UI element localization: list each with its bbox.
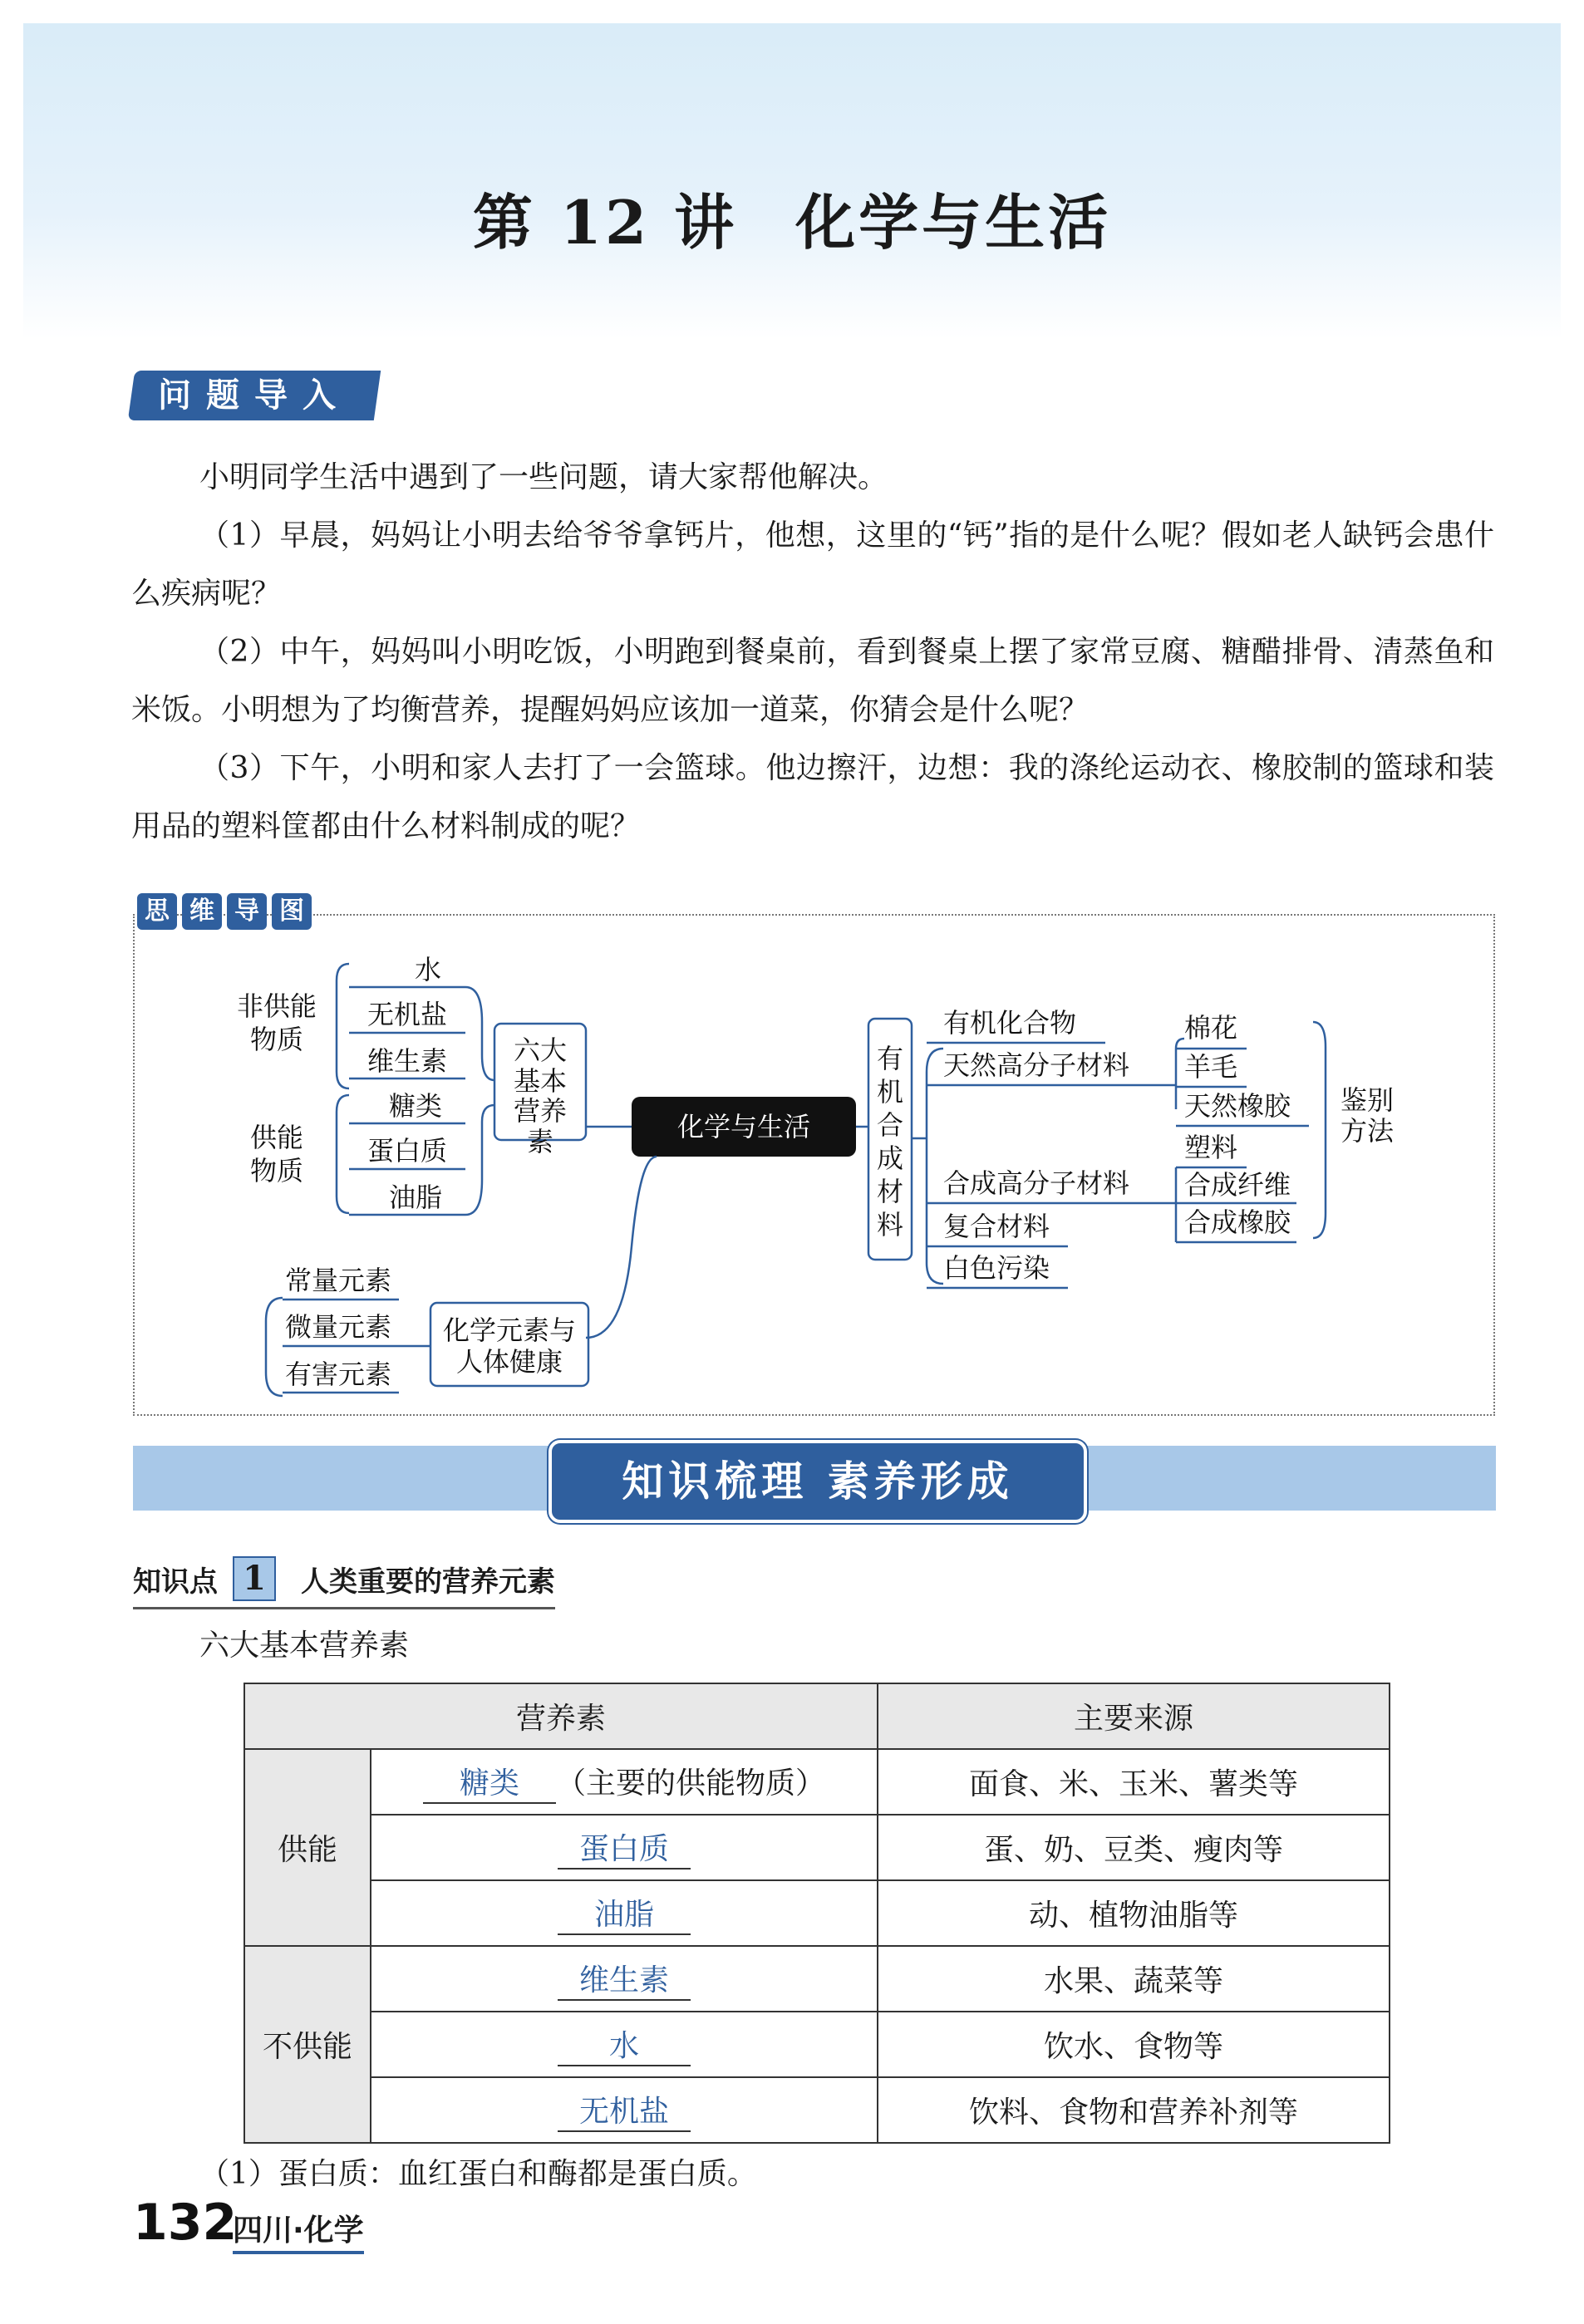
identify-label-0: 鉴别 [1340, 1084, 1395, 1116]
table-cell [371, 1946, 878, 2012]
answer-blank[interactable]: 无机盐 [558, 2088, 691, 2132]
intro-question-3: （3）下午，小明和家人去打了一会篮球。他边擦汗，边想：我的涤纶运动衣、橡胶制的篮球和装用品的塑料筐都由什么材料制成的呢？ [131, 751, 1494, 843]
knowledge-point-number: 1 [233, 1556, 276, 1601]
source-cell: 面食、米、玉米、薯类等 [878, 1749, 1390, 1815]
materials-label-0: 有 [876, 1043, 904, 1074]
page-footer-info: 四川·化学 [233, 2207, 364, 2254]
source-cell: 饮料、食物和营养补剂等 [878, 2077, 1390, 2143]
group-energy: 供能 [244, 1749, 371, 1946]
answer-blank[interactable]: 蛋白质 [558, 1825, 691, 1870]
knowledge-point-heading [133, 1554, 555, 1609]
mindmap-connector [465, 987, 494, 1080]
knowledge-point-title: 人类重要的营养元素 [301, 1565, 555, 1599]
identify-label-1: 方法 [1340, 1115, 1395, 1147]
page-number: 132 [133, 2194, 238, 2252]
elements-label-0: 化学元素与 [442, 1314, 577, 1346]
note-protein: （1）蛋白质：血红蛋白和酶都是蛋白质。 [199, 2157, 757, 2191]
element-major: 常量元素 [284, 1265, 392, 1296]
nutrient-label-1: 基本 [513, 1065, 568, 1097]
mindmap-connector [586, 1157, 657, 1338]
material-synthetic-polymer: 合成高分子材料 [943, 1167, 1130, 1199]
nutrient-vitamin: 维生素 [366, 1045, 448, 1077]
material-white-pollution: 白色污染 [943, 1252, 1050, 1284]
table-row [244, 1815, 1390, 1880]
material-composite: 复合材料 [943, 1211, 1050, 1242]
mindmap-tag: 思 维 导 图 [137, 893, 312, 930]
non-energy-label-0: 非供能 [236, 990, 317, 1022]
table-cell: 糖类 （主要的供能物质） [371, 1749, 878, 1815]
intro-question-2: （2）中午，妈妈叫小明吃饭，小明跑到餐桌前，看到餐桌上摆了家常豆腐、糖醋排骨、清蒸鱼和米饭。小明想为了均衡营养，提醒妈妈应该加一道菜，你猜会是什么呢？ [131, 635, 1494, 727]
mindmap-connector [465, 1105, 494, 1215]
answer-blank[interactable]: 水 [558, 2022, 691, 2066]
materials-label-1: 机 [876, 1076, 904, 1108]
nutrient-sugar: 糖类 [388, 1090, 443, 1122]
nutrient-label-0: 六大 [513, 1034, 568, 1066]
nutrient-fat: 油脂 [388, 1182, 443, 1213]
synthetic-plastic: 塑料 [1184, 1132, 1238, 1163]
nutrient-label-2: 营养 [513, 1095, 568, 1127]
mindmap-connector [1313, 1022, 1326, 1238]
answer-blank[interactable]: 糖类 [423, 1760, 556, 1804]
element-harmful: 有害元素 [284, 1359, 392, 1390]
element-trace: 微量元素 [284, 1311, 392, 1343]
material-natural-polymer: 天然高分子材料 [943, 1049, 1130, 1081]
intro-tag: 问题导入 [128, 371, 381, 420]
answer-blank[interactable]: 维生素 [558, 1957, 691, 2001]
table-row [244, 2012, 1390, 2077]
table-cell [371, 1880, 878, 1946]
knowledge-point-label: 知识点 [133, 1565, 218, 1599]
table-subtitle: 六大基本营养素 [199, 1629, 410, 1663]
source-cell: 饮水、食物等 [878, 2012, 1390, 2077]
table-row [244, 2077, 1390, 2143]
natural-cotton: 棉花 [1184, 1012, 1238, 1044]
nutrient-table [244, 1683, 1390, 2144]
non-energy-label-1: 物质 [249, 1024, 304, 1055]
lecture-title: 化学与生活 [795, 187, 1112, 258]
intro-question-1: （1）早晨，妈妈让小明去给爷爷拿钙片，他想，这里的“钙”指的是什么呢？假如老人缺钙会患什么疾病呢？ [131, 518, 1494, 611]
source-cell: 蛋、奶、豆类、瘦肉等 [878, 1815, 1390, 1880]
nutrient-mineral: 无机盐 [366, 999, 448, 1030]
table-cell [371, 2012, 878, 2077]
header-nutrient: 营养素 [244, 1683, 878, 1749]
mindmap-connector [337, 964, 349, 1088]
intro-line-0: 小明同学生活中遇到了一些问题，请大家帮他解决。 [199, 460, 888, 494]
source-cell: 水果、蔬菜等 [878, 1946, 1390, 2012]
elements-label-1: 人体健康 [455, 1346, 563, 1378]
table-cell [371, 1815, 878, 1880]
source-cell: 动、植物油脂等 [878, 1880, 1390, 1946]
synthetic-rubber: 合成橡胶 [1184, 1206, 1291, 1238]
natural-wool: 羊毛 [1184, 1051, 1238, 1083]
table-row [244, 1880, 1390, 1946]
materials-label-4: 材 [876, 1176, 904, 1207]
mindmap-connector [266, 1298, 283, 1396]
mindmap-connector [927, 1049, 943, 1284]
mindmap-connector [337, 1095, 349, 1213]
synthetic-fiber: 合成纤维 [1184, 1169, 1291, 1201]
mindmap-center: 化学与生活 [676, 1111, 811, 1142]
nutrient-label-3: 素 [526, 1126, 554, 1157]
table-header-row [244, 1683, 1390, 1749]
group-non-energy: 不供能 [244, 1946, 371, 2143]
energy-label-0: 供能 [249, 1122, 304, 1153]
energy-label-1: 物质 [249, 1155, 304, 1187]
material-organic-compound: 有机化合物 [943, 1007, 1077, 1039]
nutrient-water: 水 [414, 954, 442, 985]
nutrient-protein: 蛋白质 [366, 1135, 448, 1167]
materials-label-2: 合 [876, 1109, 904, 1141]
table-row [244, 1946, 1390, 2012]
lecture-number: 第 12 讲 [472, 187, 738, 258]
answer-blank[interactable]: 油脂 [558, 1891, 691, 1935]
materials-label-3: 成 [876, 1142, 904, 1174]
header-source: 主要来源 [878, 1683, 1390, 1749]
mindmap-connector [1168, 1085, 1176, 1203]
section-title: 知识梳理 素养形成 [548, 1440, 1087, 1523]
materials-label-5: 料 [876, 1209, 904, 1241]
table-row [244, 1749, 1390, 1815]
table-cell [371, 2077, 878, 2143]
natural-rubber: 天然橡胶 [1184, 1090, 1291, 1122]
